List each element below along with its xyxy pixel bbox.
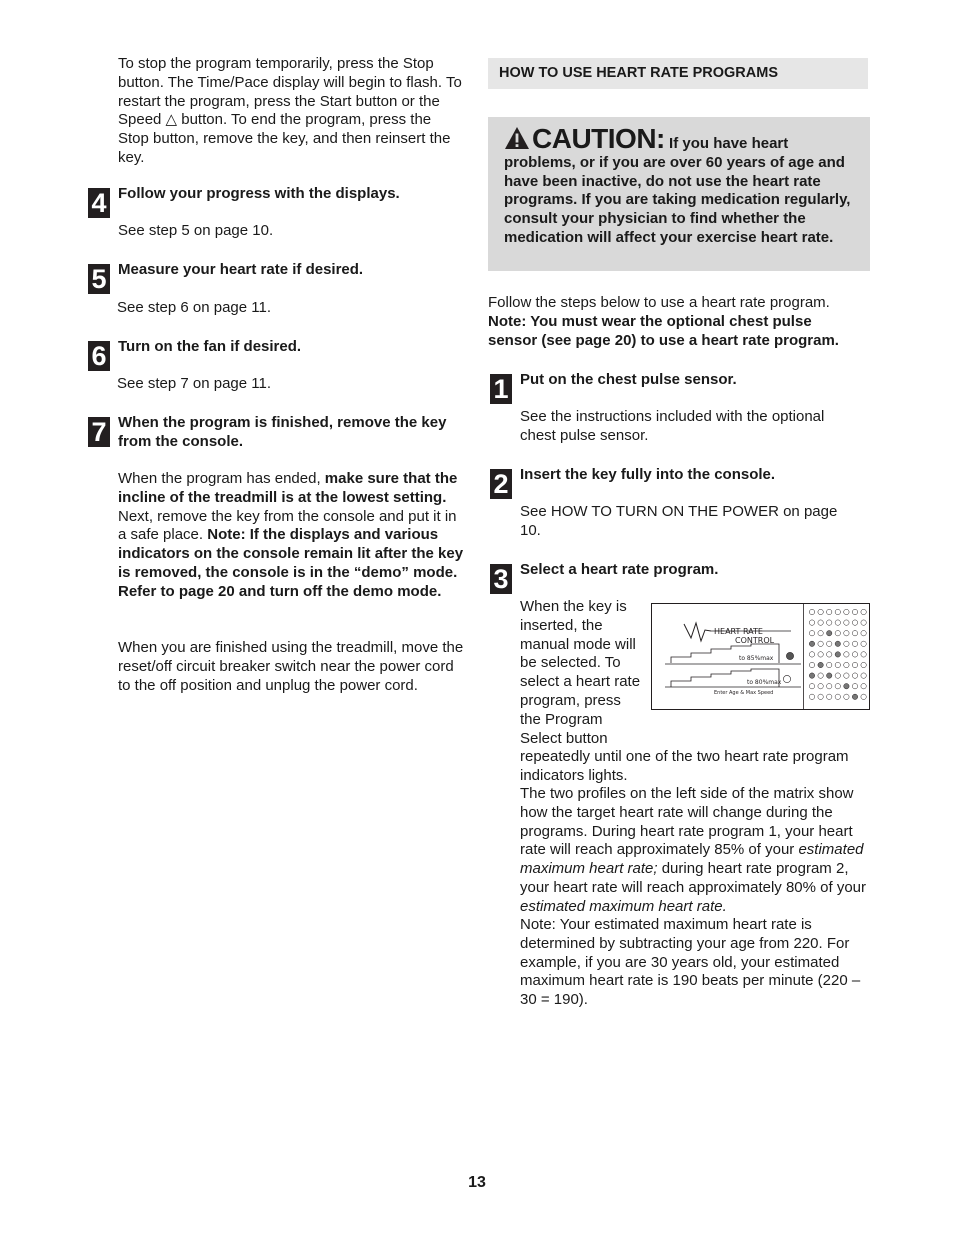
step-title-2: Insert the key fully into the console.: [520, 466, 776, 483]
matrix-led-dot: [818, 684, 823, 689]
matrix-led-dot: [835, 641, 840, 646]
step-body-2: See HOW TO TURN ON THE POWER on page 10.: [520, 503, 838, 539]
matrix-led-dot: [844, 662, 849, 667]
matrix-led-dot: [844, 694, 849, 699]
matrix-led-dot: [827, 620, 832, 625]
step-number-2: 2: [490, 469, 512, 499]
matrix-led-dot: [844, 641, 849, 646]
matrix-led-dot: [844, 684, 849, 689]
matrix-led-dot: [861, 631, 866, 636]
step-7-note: Note: If the displays and various indicators on the console remain lit after the key is removed, the console is in the “demo” mode. Refer to page 20 and turn off the demo mode.: [118, 526, 464, 600]
caution-body: If you have heart problems, or if you are over 60 years of age and have been inactive, do not use the heart rate programs. If you are taking medication regularly, consult your physician to find whether the medication will affect your exercise heart rate.: [504, 135, 851, 246]
step-body-4: See step 5 on page 10.: [118, 222, 274, 239]
matrix-led-dot: [835, 662, 840, 667]
matrix-led-dot: [827, 673, 832, 678]
caution-label: CAUTION:: [532, 123, 665, 154]
warning-triangle-icon: [504, 126, 530, 150]
matrix-led-dot: [809, 641, 814, 646]
page-number: 13: [468, 1174, 486, 1191]
matrix-led-dot: [809, 609, 814, 614]
matrix-led-dot: [835, 694, 840, 699]
matrix-led-dot: [818, 609, 823, 614]
matrix-led-dot: [844, 631, 849, 636]
matrix-led-dot: [852, 609, 857, 614]
matrix-led-dot: [852, 673, 857, 678]
matrix-led-dot: [818, 673, 823, 678]
matrix-led-dot: [809, 631, 814, 636]
matrix-led-dot: [818, 631, 823, 636]
matrix-led-dot: [844, 652, 849, 657]
matrix-led-dot: [852, 694, 857, 699]
matrix-led-dot: [809, 684, 814, 689]
step-title-7: When the program is finished, remove the key from the console.: [118, 414, 447, 450]
matrix-led-dot: [827, 662, 832, 667]
step-body-6: See step 7 on page 11.: [117, 375, 272, 392]
step-title-6: Turn on the fan if desired.: [118, 338, 302, 355]
step-3-text-a: The two profiles on the left side of the matrix show how the target heart rate will change during the programs. During heart rate program 1, your heart rate will reach approximately 85% of your: [520, 785, 854, 859]
console-title-line-2: CONTROL: [735, 636, 775, 645]
step-number-6: 6: [88, 341, 110, 371]
matrix-led-dot: [852, 662, 857, 667]
indicator-light-2: [783, 675, 790, 682]
matrix-led-dot: [827, 631, 832, 636]
led-matrix-grid: [809, 609, 866, 699]
step-7-paragraph-1: [118, 470, 468, 602]
matrix-led-dot: [844, 673, 849, 678]
matrix-led-dot: [835, 609, 840, 614]
section-heading-bar: [488, 58, 868, 89]
step-number-1: 1: [490, 374, 512, 404]
step-title-3: Select a heart rate program.: [520, 561, 719, 578]
step-number-4: 4: [88, 188, 110, 218]
matrix-led-dot: [835, 631, 840, 636]
matrix-led-dot: [852, 652, 857, 657]
step-7-paragraph-2: When you are finished using the treadmill, move the reset/off circuit breaker switch near the power cord to the off position and unplug the power cord.: [118, 639, 464, 694]
matrix-led-dot: [852, 631, 857, 636]
step-title-1: Put on the chest pulse sensor.: [520, 371, 737, 388]
intro-paragraph: To stop the program temporarily, press the Stop button. The Time/Pace display will begin to flash. To restart the program, press the Start button or the Speed △ button. To end the program, press the Stop button, remove the key, and then reinsert the key.: [118, 55, 462, 166]
step-7-text-a: When the program has ended,: [118, 470, 325, 487]
step-3-text-b: estimated maximum heart rate;: [520, 841, 864, 878]
matrix-led-dot: [809, 620, 814, 625]
matrix-led-dot: [818, 620, 823, 625]
matrix-led-dot: [852, 620, 857, 625]
caution-text: [504, 123, 860, 248]
profile-85-label: to 85%max: [739, 655, 774, 662]
step-3-wrap-text: When the key is inserted, the manual mode will be selected. To select a heart rate program, press the Program Select button repeatedly until one of the two heart rate program indicators lights.: [520, 598, 849, 785]
step-number-3: 3: [490, 564, 512, 594]
matrix-led-dot: [835, 652, 840, 657]
matrix-led-dot: [827, 684, 832, 689]
matrix-led-dot: [852, 684, 857, 689]
matrix-led-dot: [827, 694, 832, 699]
matrix-led-dot: [809, 673, 814, 678]
matrix-led-dot: [809, 694, 814, 699]
console-title-line-1: HEART RATE: [714, 627, 763, 636]
intro-note: Note: You must wear the optional chest pulse sensor (see page 20) to use a heart rate program.: [488, 312, 839, 349]
matrix-led-dot: [861, 673, 866, 678]
matrix-led-dot: [809, 652, 814, 657]
matrix-led-dot: [818, 652, 823, 657]
matrix-led-dot: [861, 620, 866, 625]
matrix-led-dot: [835, 684, 840, 689]
step-body-1: See the instructions included with the optional chest pulse sensor.: [520, 408, 825, 444]
step-3-text-d: estimated maximum heart rate.: [520, 897, 727, 915]
indicator-light-1: [786, 652, 793, 659]
matrix-led-dot: [818, 641, 823, 646]
heart-rate-intro: [488, 294, 860, 350]
matrix-led-dot: [809, 662, 814, 667]
heart-rate-console-illustration: [651, 603, 870, 710]
matrix-led-dot: [827, 609, 832, 614]
matrix-led-dot: [844, 620, 849, 625]
matrix-led-dot: [835, 620, 840, 625]
step-7-text-b: make sure that the incline of the treadmill is at the lowest setting.: [118, 470, 458, 506]
matrix-led-dot: [827, 652, 832, 657]
matrix-led-dot: [861, 684, 866, 689]
step-number-5: 5: [88, 264, 110, 294]
step-number-7: 7: [88, 417, 110, 447]
matrix-led-dot: [861, 609, 866, 614]
matrix-led-dot: [827, 641, 832, 646]
matrix-led-dot: [818, 694, 823, 699]
profile-80-label: to 80%max: [747, 679, 782, 686]
matrix-led-dot: [852, 641, 857, 646]
matrix-led-dot: [861, 641, 866, 646]
step-3-text-c: during heart rate program 2, your heart rate will reach approximately 80% of your: [520, 860, 866, 896]
step-title-4: Follow your progress with the displays.: [118, 185, 400, 202]
matrix-led-dot: [861, 694, 866, 699]
matrix-led-dot: [835, 673, 840, 678]
matrix-led-dot: [861, 662, 866, 667]
step-7-text-c: Next, remove the key from the console and put it in a safe place.: [118, 507, 457, 544]
section-title: HOW TO USE HEART RATE PROGRAMS: [499, 65, 778, 81]
step-title-5: Measure your heart rate if desired.: [118, 261, 364, 278]
matrix-led-dot: [818, 662, 823, 667]
matrix-led-dot: [861, 652, 866, 657]
step-3-paragraph-2: [520, 785, 870, 917]
step-3-paragraph-3: Note: Your estimated maximum heart rate is determined by subtracting your age from 220. For example, if you are 30 years old, your estimated maximum heart rate is 190 beats per minute (220 – 30 = 190).: [520, 916, 861, 1009]
intro-text: Follow the steps below to use a heart rate program.: [488, 294, 830, 311]
console-footer-label: Enter Age & Max Speed: [714, 690, 774, 696]
step-body-5: See step 6 on page 11.: [117, 299, 272, 316]
matrix-led-dot: [844, 609, 849, 614]
